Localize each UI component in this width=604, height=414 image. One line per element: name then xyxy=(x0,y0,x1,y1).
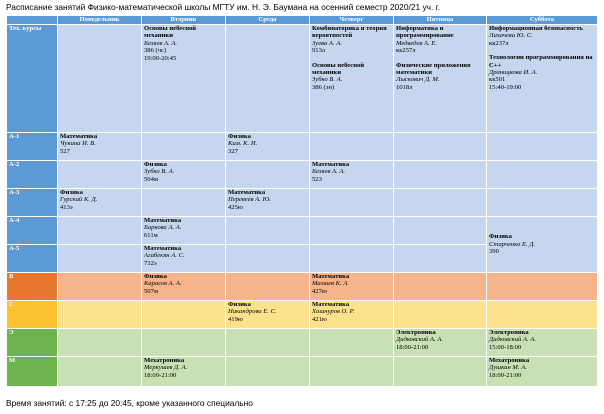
time: 19:00-20:45 xyxy=(144,54,177,62)
subject: Электроника xyxy=(489,329,529,336)
row-a2 xyxy=(7,161,598,189)
teacher: Чукина И. В. xyxy=(60,140,96,148)
teacher: Беляев А. А. xyxy=(144,39,178,47)
group-label-m: М xyxy=(7,357,58,387)
teacher: Зубко В. А. xyxy=(144,168,175,176)
cell-a2-wed xyxy=(226,161,310,189)
room: кк257л xyxy=(396,47,416,55)
time: 15:00-18:00 xyxy=(489,343,522,351)
header-day-tuesday: Вторник xyxy=(142,16,226,25)
row-e xyxy=(7,329,598,357)
group-label-v: В xyxy=(7,273,58,301)
cell-a5-mon xyxy=(58,245,142,273)
subject: Электроника xyxy=(396,329,436,336)
subject: Физические приложения математики xyxy=(396,61,471,77)
group-label-a4: А-4 xyxy=(7,217,58,245)
room: 913л xyxy=(312,47,326,55)
cell-m-thu xyxy=(310,357,394,387)
group-label-s: С xyxy=(7,301,58,329)
header-day-friday: Пятница xyxy=(394,16,487,25)
subject: Математика xyxy=(60,133,98,140)
cell-a3-wed xyxy=(226,189,310,217)
subject: Информационная безопасность xyxy=(489,25,583,32)
row-v xyxy=(7,273,598,301)
page-title: Расписание занятий Физико-математической школы МГТУ им. Н. Э. Баумана на осенний семестр 2020/21 уч. г. xyxy=(6,2,441,12)
teacher: Драницкова И. А. xyxy=(489,69,538,77)
room: 413э xyxy=(60,203,73,211)
cell-a5-tue xyxy=(142,245,226,273)
cell-a3-fri xyxy=(394,189,487,217)
room: 421ю xyxy=(312,315,327,323)
cell-m-tue xyxy=(142,357,226,387)
room: 386 (зн) xyxy=(312,83,335,91)
cell-a3-sat xyxy=(487,189,598,217)
subject: Основы небесной механики xyxy=(312,61,365,77)
schedule-table xyxy=(6,15,598,387)
cell-tech-thu xyxy=(310,25,394,133)
group-label-e: Э xyxy=(7,329,58,357)
teacher: Зуева А. А. xyxy=(312,39,342,47)
cell-v-fri xyxy=(394,273,487,301)
cell-a45-sat xyxy=(487,217,598,273)
cell-a4-wed xyxy=(226,217,310,245)
subject: Математика xyxy=(144,245,182,252)
cell-s-sat xyxy=(487,301,598,329)
cell-a4-tue xyxy=(142,217,226,245)
footer-note: Время занятий: с 17:25 до 20:45, кроме указанного специально xyxy=(6,398,253,408)
cell-tech-mon xyxy=(58,25,142,133)
row-tech xyxy=(7,25,598,133)
room: 507м xyxy=(144,287,159,295)
subject: Физика xyxy=(144,273,167,280)
row-s xyxy=(7,301,598,329)
teacher: Карасев А. А. xyxy=(144,280,182,288)
row-m xyxy=(7,357,598,387)
cell-v-tue xyxy=(142,273,226,301)
cell-a2-tue xyxy=(142,161,226,189)
subject: Математика xyxy=(312,301,350,308)
cell-tech-wed xyxy=(226,25,310,133)
row-a4 xyxy=(7,217,598,245)
room: 419ю xyxy=(228,315,243,323)
cell-e-sat xyxy=(487,329,598,357)
subject: Физика xyxy=(228,301,251,308)
cell-a1-wed xyxy=(226,133,310,161)
subject: Информатика и программирование xyxy=(396,25,454,40)
cell-a2-thu xyxy=(310,161,394,189)
cell-tech-sat xyxy=(487,25,598,133)
cell-a1-sat xyxy=(487,133,598,161)
cell-v-wed xyxy=(226,273,310,301)
room: 527 xyxy=(60,147,70,155)
cell-v-sat xyxy=(487,273,598,301)
cell-a1-tue xyxy=(142,133,226,161)
teacher: Ким. К. И. xyxy=(228,140,258,148)
cell-s-fri xyxy=(394,301,487,329)
teacher: Медведев А. Е. xyxy=(396,39,437,47)
teacher: Мамаев К. А. xyxy=(312,280,349,288)
teacher: Меркушев Д. А. xyxy=(144,364,188,372)
time: 15:40-19:00 xyxy=(489,83,522,91)
row-a3 xyxy=(7,189,598,217)
teacher: Перевеев А. Ю. xyxy=(228,196,271,204)
room: 611м xyxy=(144,231,158,239)
cell-a4-fri xyxy=(394,217,487,245)
cell-e-wed xyxy=(226,329,310,357)
teacher: Дидковский А. А. xyxy=(489,336,536,344)
row-a1 xyxy=(7,133,598,161)
room: 504м xyxy=(144,175,159,183)
room: 327 xyxy=(228,147,238,155)
cell-m-fri xyxy=(394,357,487,387)
cell-a4-mon xyxy=(58,217,142,245)
cell-s-wed xyxy=(226,301,310,329)
room: 386 (чс) xyxy=(144,47,167,55)
cell-e-tue xyxy=(142,329,226,357)
cell-e-fri xyxy=(394,329,487,357)
teacher: Никандрова Е. С. xyxy=(228,308,277,316)
cell-a2-sat xyxy=(487,161,598,189)
room: кк237л xyxy=(489,39,509,47)
teacher: Зубко В. А. xyxy=(312,76,343,84)
subject: Физика xyxy=(60,189,83,196)
cell-e-mon xyxy=(58,329,142,357)
room: кк501 xyxy=(489,76,506,84)
group-label-a3: А-3 xyxy=(7,189,58,217)
subject: Физика xyxy=(144,161,167,168)
cell-tech-fri xyxy=(394,25,487,133)
teacher: Лихачева Ю. С. xyxy=(489,32,533,40)
subject: Математика xyxy=(312,161,350,168)
group-label-a2: А-2 xyxy=(7,161,58,189)
cell-e-thu xyxy=(310,329,394,357)
teacher: Старченко Е. Д. xyxy=(489,240,536,248)
cell-v-thu xyxy=(310,273,394,301)
time: 18:00-21:00 xyxy=(396,343,429,351)
subject: Физика xyxy=(228,133,251,140)
cell-s-tue xyxy=(142,301,226,329)
subject: Мехатроника xyxy=(144,357,185,364)
teacher: Гурский К. Д. xyxy=(60,196,98,204)
cell-a3-tue xyxy=(142,189,226,217)
group-label-tech: Тех. курсы xyxy=(7,25,58,133)
cell-s-thu xyxy=(310,301,394,329)
cell-a3-mon xyxy=(58,189,142,217)
header-corner xyxy=(7,16,58,25)
header-day-wednesday: Среда xyxy=(226,16,310,25)
cell-a1-thu xyxy=(310,133,394,161)
teacher: Дидковский А. А. xyxy=(396,336,443,344)
time: 18:00-21:00 xyxy=(489,371,522,379)
header-row xyxy=(7,16,598,25)
cell-a2-mon xyxy=(58,161,142,189)
cell-a5-fri xyxy=(394,245,487,273)
teacher: Лыскович Д. М. xyxy=(396,76,440,84)
cell-a5-wed xyxy=(226,245,310,273)
teacher: Агабекян А. С. xyxy=(144,252,185,260)
cell-m-sat xyxy=(487,357,598,387)
teacher: Хашнуров О. Р. xyxy=(312,308,355,316)
teacher: Баркова А. А. xyxy=(144,224,182,232)
cell-m-mon xyxy=(58,357,142,387)
subject: Основы небесной механики xyxy=(144,25,197,40)
subject: Математика xyxy=(312,273,350,280)
room: 390 xyxy=(489,248,499,256)
teacher: Беляев А. А. xyxy=(312,168,346,176)
room: 427ю xyxy=(312,287,327,295)
cell-a4-thu xyxy=(310,217,394,245)
cell-a3-thu xyxy=(310,189,394,217)
cell-v-mon xyxy=(58,273,142,301)
group-label-a1: А-1 xyxy=(7,133,58,161)
cell-a1-mon xyxy=(58,133,142,161)
subject: Технологии программирования на С++ xyxy=(489,54,593,69)
teacher: Душкин М. А. xyxy=(489,364,527,372)
room: 1018л xyxy=(396,83,413,91)
cell-m-wed xyxy=(226,357,310,387)
room: 732э xyxy=(144,259,157,267)
room: 425ю xyxy=(228,203,243,211)
cell-tech-tue xyxy=(142,25,226,133)
header-day-saturday: Суббота xyxy=(487,16,598,25)
cell-a5-thu xyxy=(310,245,394,273)
header-day-thursday: Четверг xyxy=(310,16,394,25)
subject: Физика xyxy=(489,233,512,241)
cell-a2-fri xyxy=(394,161,487,189)
room: 523 xyxy=(312,175,322,183)
subject: Комбинаторика и теория вероятностей xyxy=(312,25,387,40)
header-day-monday: Понедельник xyxy=(58,16,142,25)
cell-s-mon xyxy=(58,301,142,329)
time: 18:00-21:00 xyxy=(144,371,177,379)
cell-a1-fri xyxy=(394,133,487,161)
subject: Математика xyxy=(228,189,266,196)
subject: Мехатроника xyxy=(489,357,530,364)
group-label-a5: А-5 xyxy=(7,245,58,273)
subject: Математика xyxy=(144,217,182,224)
